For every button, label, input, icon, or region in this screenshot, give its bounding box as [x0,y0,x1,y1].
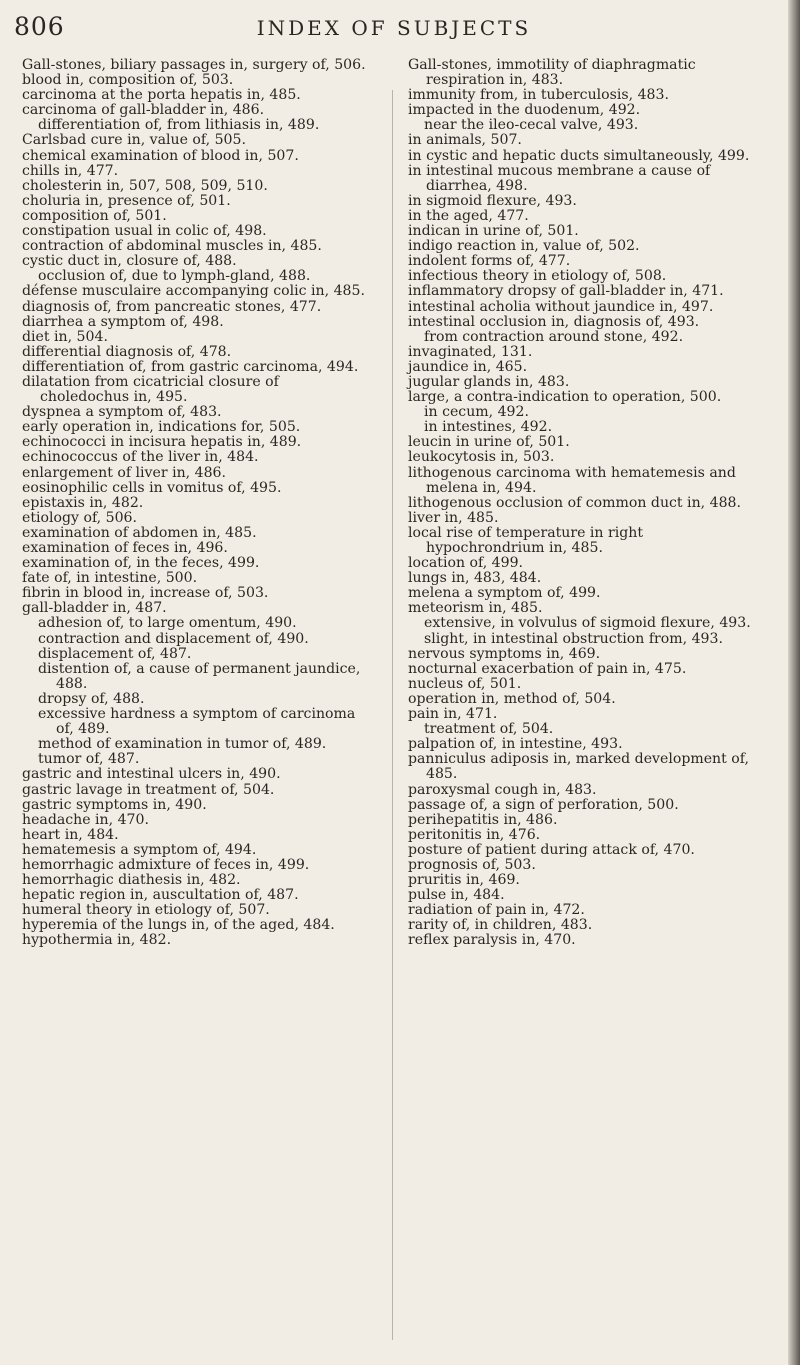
index-subentry: in intestines, 492. [424,419,553,436]
index-subentry: contraction and displacement of, 490. [38,630,309,647]
index-entry: intestinal acholia without jaundice in, 497. [408,298,714,315]
index-entry: hemorrhagic diathesis in, 482. [22,872,241,889]
index-entry: eosinophilic cells in vomitus of, 495. [22,479,282,496]
index-subentry: adhesion of, to large omentum, 490. [38,615,297,632]
index-entry: immunity from, in tuberculosis, 483. [408,87,669,104]
index-entry: diarrhea a symptom of, 498. [22,313,224,330]
index-entry: lithogenous occlusion of common duct in, 488. [408,494,741,511]
index-entry: nucleus of, 501. [408,675,522,692]
index-entry: early operation in, indications for, 505. [22,419,301,436]
index-entry: gastric lavage in treatment of, 504. [22,781,275,798]
index-entry: heart in, 484. [22,826,119,843]
index-entry: in animals, 507. [408,132,522,149]
index-entry: pruritis in, 469. [408,872,520,889]
index-subentry: tumor of, 487. [38,751,140,768]
running-head: INDEX OF SUBJECTS [256,16,532,40]
index-subentry: slight, in intestinal obstruction from, 493. [424,630,723,647]
index-subentry: distention of, a cause of permanent jaundice, 488. [38,660,361,692]
index-entry: operation in, method of, 504. [408,690,616,707]
index-entry: intestinal occlusion in, diagnosis of, 493. [408,313,700,330]
index-entry: inflammatory dropsy of gall-bladder in, 471. [408,283,724,300]
index-entry: infectious theory in etiology of, 508. [408,268,667,285]
index-subentry: occlusion of, due to lymph-gland, 488. [38,268,311,285]
index-entry: large, a contra-indication to operation, 500. [408,389,722,406]
index-entry: peritonitis in, 476. [408,826,541,843]
index-entry: etiology of, 506. [22,509,137,526]
index-entry: leukocytosis in, 503. [408,449,555,466]
index-entry: fate of, in intestine, 500. [22,570,198,587]
index-entry: hepatic region in, auscultation of, 487. [22,887,299,904]
index-entry: jugular glands in, 483. [408,373,570,390]
index-entry: diet in, 504. [22,328,108,345]
index-entry: composition of, 501. [22,207,167,224]
index-entry: blood in, composition of, 503. [22,72,234,89]
index-entry: differentiation of, from gastric carcinoma, 494. [22,358,359,375]
index-entry: examination of feces in, 496. [22,540,228,556]
index-entry: indolent forms of, 477. [408,253,571,270]
index-subentry: displacement of, 487. [38,645,192,662]
index-entry: impacted in the duodenum, 492. [408,102,641,119]
index-entry: indican in urine of, 501. [408,223,579,240]
index-entry: hypothermia in, 482. [22,932,172,949]
index-entry: gastric and intestinal ulcers in, 490. [22,766,281,783]
index-entry: passage of, a sign of perforation, 500. [408,796,679,813]
index-entry: dilatation from cicatricial closure of choledochus in, 495. [22,373,279,406]
index-entry: posture of patient during attack of, 470. [408,841,695,858]
index-entry: reflex paralysis in, 470. [408,932,576,949]
index-entry: differential diagnosis of, 478. [22,343,232,360]
column-divider [392,90,393,1340]
index-entry: gastric symptoms in, 490. [22,796,207,813]
index-entry: carcinoma at the porta hepatis in, 485. [22,87,301,104]
index-entry: liver in, 485. [408,509,499,526]
index-entry: jaundice in, 465. [408,358,528,375]
index-entry: Carlsbad cure in, value of, 505. [22,132,246,149]
index-entry: melena a symptom of, 499. [408,585,601,602]
index-entry: meteorism in, 485. [408,600,543,617]
index-entry: Gall-stones, immotility of diaphragmatic respiration in, 483. [408,57,696,89]
index-entry: radiation of pain in, 472. [408,902,585,919]
index-entry: examination of, in the feces, 499. [22,555,260,572]
index-subentry: near the ileo-cecal valve, 493. [424,117,639,134]
index-entry: in the aged, 477. [408,207,529,224]
index-entry: leucin in urine of, 501. [408,434,570,451]
index-entry: pain in, 471. [408,706,498,723]
index-entry: echinococcus of the liver in, 484. [22,449,259,466]
index-entry: invaginated, 131. [408,343,533,360]
index-entry: dyspnea a symptom of, 483. [22,404,222,421]
index-entry: constipation usual in colic of, 498. [22,223,267,240]
index-entry: nervous symptoms in, 469. [408,645,601,662]
index-entry: hematemesis a symptom of, 494. [22,841,257,858]
index-entry: hemorrhagic admixture of feces in, 499. [22,856,310,873]
index-entry: cystic duct in, closure of, 488. [22,253,237,270]
index-subentry: treatment of, 504. [424,721,554,738]
index-entry: paroxysmal cough in, 483. [408,781,597,798]
page-edge-shadow [788,0,800,1365]
index-entry: epistaxis in, 482. [22,494,144,511]
index-entry: in sigmoid flexure, 493. [408,192,577,209]
index-entry: cholesterin in, 507, 508, 509, 510. [22,177,268,194]
index-entry: Gall-stones, biliary passages in, surgery of, 506. [22,57,366,73]
index-entry: chemical examination of blood in, 507. [22,147,299,164]
index-entry: palpation of, in intestine, 493. [408,736,623,753]
index-entry: enlargement of liver in, 486. [22,464,226,481]
index-entry: fibrin in blood in, increase of, 503. [22,585,269,602]
index-entry: panniculus adiposis in, marked development of, 485. [408,751,749,783]
index-subentry: in cecum, 492. [424,404,529,421]
index-entry: choluria in, presence of, 501. [22,192,231,209]
index-entry: perihepatitis in, 486. [408,811,558,828]
index-column-right [408,58,753,949]
index-entry: nocturnal exacerbation of pain in, 475. [408,660,687,677]
index-entry: lungs in, 483, 484. [408,570,542,587]
index-entry: pulse in, 484. [408,887,505,904]
index-entry: défense musculaire accompanying colic in, 485. [22,283,365,300]
index-entry: headache in, 470. [22,811,149,828]
index-entry: contraction of abdominal muscles in, 485. [22,238,322,255]
index-entry: in intestinal mucous membrane a cause of diarrhea, 498. [408,162,711,194]
index-entry: diagnosis of, from pancreatic stones, 477. [22,298,322,315]
index-subentry: method of examination in tumor of, 489. [38,736,327,753]
index-column-left [22,58,367,949]
index-entry: indigo reaction in, value of, 502. [408,238,640,255]
index-entry: in cystic and hepatic ducts simultaneously, 499. [408,147,750,164]
index-entry: examination of abdomen in, 485. [22,524,257,541]
index-entry: gall-bladder in, 487. [22,600,167,617]
index-subentry: excessive hardness a symptom of carcinoma of, 489. [38,706,356,738]
index-entry: local rise of temperature in right hypochrondrium in, 485. [408,524,643,556]
index-subentry: dropsy of, 488. [38,690,145,707]
index-entry: chills in, 477. [22,162,119,179]
index-entry: lithogenous carcinoma with hematemesis and melena in, 494. [408,464,736,496]
page-header [14,12,774,52]
index-entry: carcinoma of gall-bladder in, 486. [22,102,265,119]
index-entry: rarity of, in children, 483. [408,917,593,934]
index-entry: hyperemia of the lungs in, of the aged, 484. [22,917,335,934]
index-subentry: extensive, in volvulus of sigmoid flexure, 493. [424,615,751,632]
index-entry: location of, 499. [408,555,524,572]
page-number: 806 [14,12,65,41]
index-subentry: differentiation of, from lithiasis in, 489. [38,117,320,134]
index-entry: humeral theory in etiology of, 507. [22,902,270,919]
index-entry: echinococci in incisura hepatis in, 489. [22,434,302,451]
index-entry: prognosis of, 503. [408,856,536,873]
index-subentry: from contraction around stone, 492. [424,328,684,345]
